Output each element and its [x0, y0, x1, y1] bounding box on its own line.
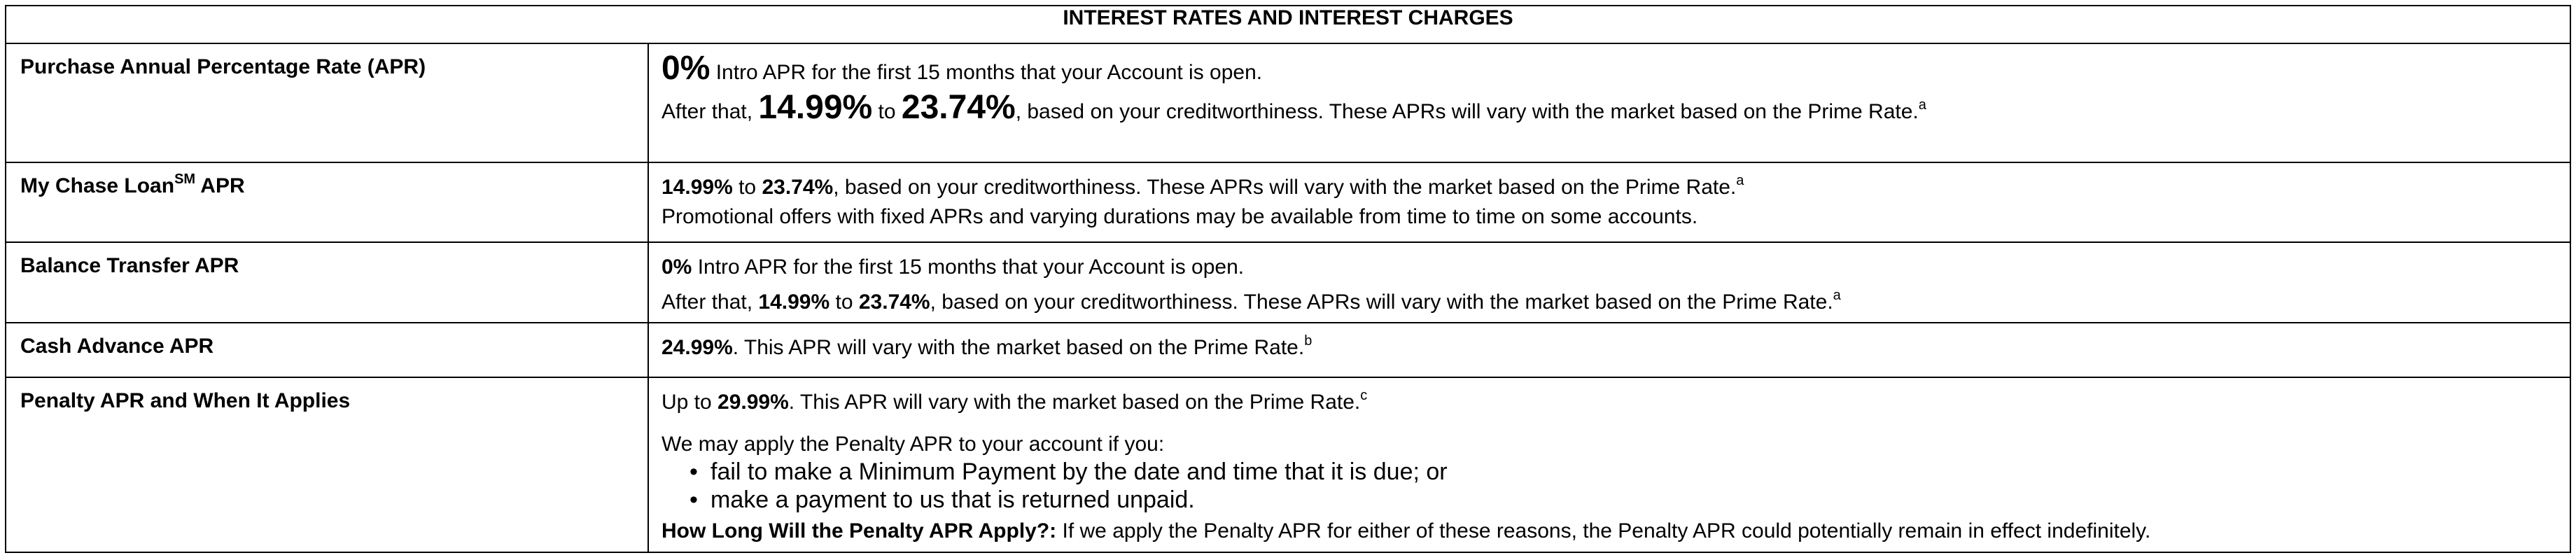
cash-advance-line	[662, 335, 2557, 361]
penalty-duration-label: How Long Will the Penalty APR Apply?:	[662, 519, 1057, 542]
disclosure-document	[5, 5, 2570, 555]
footnote-marker: a	[1918, 97, 1926, 113]
table-row-cash-advance-apr	[6, 323, 2570, 377]
row-value-balance-transfer-apr	[648, 242, 2570, 323]
purchase-intro-text: Intro APR for the first 15 months that your Account is open.	[710, 61, 1263, 84]
purchase-after-prefix: After that,	[662, 100, 759, 123]
bt-rate-low: 14.99%	[758, 290, 830, 314]
row-label-my-chase-loan-apr	[6, 162, 648, 242]
row-value-cash-advance-apr	[648, 323, 2570, 377]
bt-rate-high: 23.74%	[858, 290, 930, 314]
row-label-cash-advance-apr: Cash Advance APR	[6, 323, 648, 377]
footnote-marker: b	[1304, 333, 1312, 349]
bt-after-prefix: After that,	[662, 290, 759, 314]
list-item	[690, 486, 2557, 514]
list-item-text: fail to make a Minimum Payment by the date and time that it is due; or	[710, 458, 1448, 485]
table-row-balance-transfer-apr	[6, 242, 2570, 323]
loan-label-main: My Chase Loan	[20, 174, 175, 197]
row-label-penalty-apr: Penalty APR and When It Applies	[6, 377, 648, 552]
loan-label-tail: APR	[195, 174, 245, 197]
footnote-marker: c	[1360, 388, 1368, 403]
list-item-text: make a payment to us that is returned unpaid.	[710, 486, 1195, 513]
table-header-row	[6, 6, 2570, 43]
cash-advance-rate: 24.99%	[662, 336, 733, 359]
table-row-purchase-apr	[6, 43, 2570, 162]
penalty-duration-text: If we apply the Penalty APR for either of these reasons, the Penalty APR could potentially remain in effect indefinitely.	[1056, 519, 2151, 542]
loan-rate-high: 23.74%	[762, 176, 834, 199]
penalty-conditions-list	[662, 458, 2557, 514]
table-row-penalty-apr	[6, 377, 2570, 552]
penalty-prefix: Up to	[662, 391, 718, 414]
purchase-to: to	[872, 100, 902, 123]
row-label-balance-transfer-apr: Balance Transfer APR	[6, 242, 648, 323]
bt-standard-text: , based on your creditworthiness. These APRs will vary with the market based on the Prime Rate.	[930, 290, 1833, 314]
bt-standard-line	[662, 289, 2557, 316]
list-item	[690, 458, 2557, 486]
bt-intro-text: Intro APR for the first 15 months that your Account is open.	[692, 255, 1245, 279]
loan-to: to	[732, 176, 762, 199]
table-title: INTEREST RATES AND INTEREST CHARGES	[6, 6, 2570, 43]
penalty-rate-line	[662, 389, 2557, 416]
purchase-intro-rate: 0%	[662, 50, 710, 87]
bt-intro-rate: 0%	[662, 255, 692, 279]
cash-advance-text: . This APR will vary with the market based on the Prime Rate.	[732, 336, 1305, 359]
row-value-my-chase-loan-apr	[648, 162, 2570, 242]
row-label-purchase-apr: Purchase Annual Percentage Rate (APR)	[6, 43, 648, 162]
bt-intro-line	[662, 254, 2557, 281]
service-mark: SM	[174, 172, 196, 187]
bt-to: to	[830, 290, 859, 314]
penalty-rate: 29.99%	[718, 391, 789, 414]
bullet-icon: •	[690, 486, 698, 513]
purchase-rate-high: 23.74%	[901, 89, 1016, 126]
penalty-duration-line	[662, 518, 2557, 545]
penalty-intro: We may apply the Penalty APR to your account if you:	[662, 433, 1165, 456]
table-row-my-chase-loan-apr	[6, 162, 2570, 242]
interest-rates-table	[5, 5, 2571, 553]
footnote-marker: a	[1736, 173, 1744, 188]
footnote-marker: a	[1833, 288, 1841, 303]
purchase-standard-line	[662, 89, 2557, 126]
penalty-rate-text: . This APR will vary with the market based on the Prime Rate.	[788, 391, 1361, 414]
row-value-purchase-apr	[648, 43, 2570, 162]
loan-rate-low: 14.99%	[662, 176, 733, 199]
purchase-intro-line	[662, 50, 2557, 87]
loan-promo-line: Promotional offers with fixed APRs and varying durations may be available from time to time on some accounts.	[662, 205, 1698, 228]
loan-rate-text: , based on your creditworthiness. These APRs will vary with the market based on the Prime Rate.	[833, 176, 1737, 199]
purchase-standard-text: , based on your creditworthiness. These APRs will vary with the market based on the Prime Rate.	[1015, 100, 1919, 123]
purchase-rate-low: 14.99%	[758, 89, 873, 126]
bullet-icon: •	[690, 458, 698, 485]
loan-rate-line	[662, 174, 2557, 201]
row-value-penalty-apr	[648, 377, 2570, 552]
